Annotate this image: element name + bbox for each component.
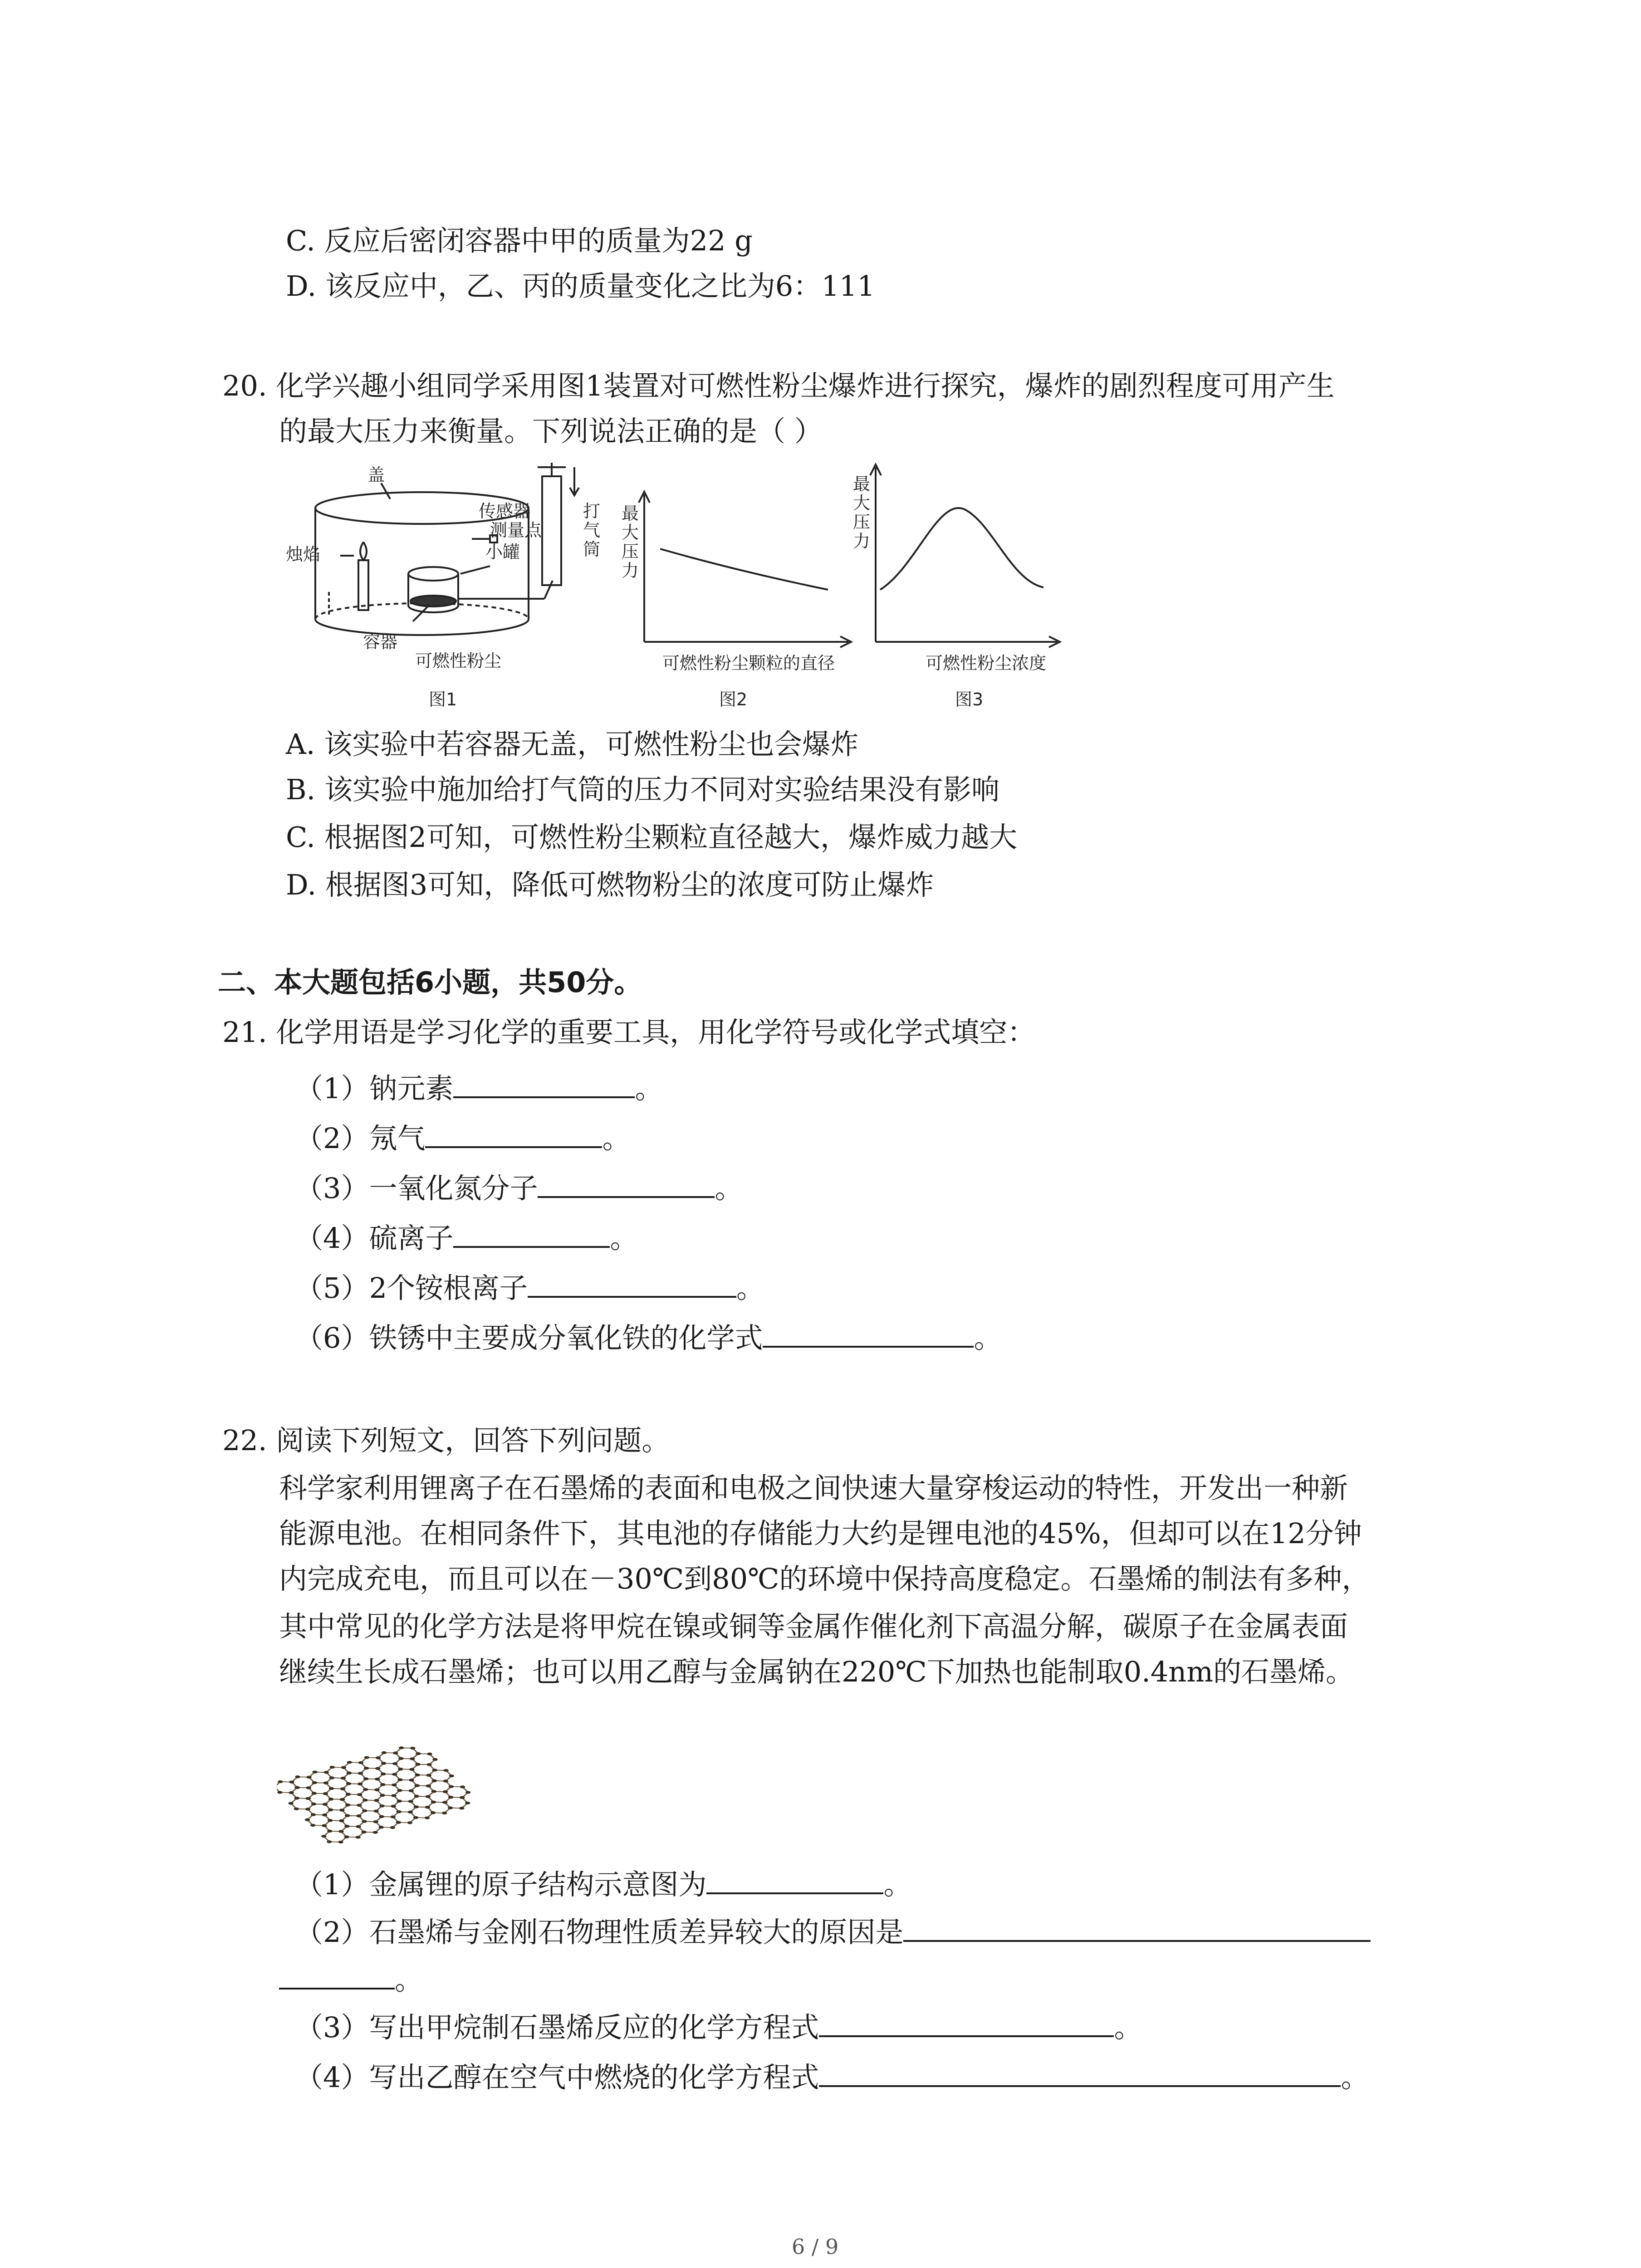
q21-item-5: [295, 1271, 764, 1305]
caption-figure-2: 图2: [719, 689, 748, 709]
q21-item-4-label: （4）硫离子: [295, 1222, 454, 1255]
q21-item-6: [295, 1322, 1002, 1352]
q21-item-2-label: （2）氖气: [295, 1122, 426, 1155]
q22-item-2-label: （2）石墨烯与金刚石物理性质差异较大的原因是: [295, 1916, 904, 1949]
q21-item-2-end: 。: [602, 1122, 631, 1155]
label-pump-1: 打: [583, 501, 601, 521]
q20-option-c: C. 根据图2可知，可燃性粉尘颗粒直径越大，爆炸威力越大: [286, 821, 1018, 854]
q22-passage-line-3: 内完成充电，而且可以在－30℃到80℃的环境中保持高度稳定。石墨烯的制法有多种，: [279, 1562, 1370, 1595]
caption-figure-1: 图1: [429, 689, 457, 709]
q22-item-4-answer-blank[interactable]: [819, 2062, 1341, 2087]
label-pump-3: 筒: [583, 539, 601, 559]
graphene-lattice-image: [277, 1706, 495, 1851]
figure-1-labels: [286, 465, 600, 709]
q19-option-c: C. 反应后密闭容器中甲的质量为22 g: [286, 224, 753, 257]
q21-item-1-answer-blank[interactable]: [453, 1073, 635, 1098]
section-2-heading: 二、本大题包括6小题，共50分。: [218, 966, 642, 999]
fig3-ylabel-1: 最: [853, 474, 871, 494]
figure-2-labels: [622, 503, 835, 709]
q21-item-6-label: （6）铁锈中主要成分氧化铁的化学式: [295, 1321, 763, 1354]
q20-option-b: B. 该实验中施加给打气筒的压力不同对实验结果没有影响: [286, 773, 999, 806]
q22-item-3-end: 。: [1114, 2011, 1142, 2044]
q20-stem-line1: 20. 化学兴趣小组同学采用图1装置对可燃性粉尘爆炸进行探究，爆炸的剧烈程度可用产生: [222, 369, 1335, 402]
fig3-xlabel: 可燃性粉尘浓度: [926, 653, 1047, 673]
q22-item-3-label: （3）写出甲烷制石墨烯反应的化学方程式: [295, 2011, 819, 2044]
fig2-ylabel-4: 力: [622, 561, 639, 581]
q21-item-4-end: 。: [610, 1222, 638, 1255]
q22-item-3: [295, 2012, 1142, 2042]
q22-item-1-end: 。: [883, 1868, 912, 1901]
q21-item-4-answer-blank[interactable]: [453, 1222, 610, 1248]
fig2-ylabel-3: 压: [622, 542, 639, 562]
figure-2-chart: [639, 492, 851, 647]
q20-stem-line2: 的最大压力来衡量。下列说法正确的是（ ）: [279, 415, 823, 448]
q21-item-5-answer-blank[interactable]: [528, 1272, 736, 1298]
label-cup: 小罐: [485, 542, 520, 562]
q22-item-1-label: （1）金属锂的原子结构示意图为: [295, 1868, 707, 1901]
q22-item-1: [295, 1869, 911, 1899]
q21-item-6-end: 。: [974, 1321, 1002, 1354]
q22-passage-line-4: 其中常见的化学方法是将甲烷在镍或铜等金属作催化剂下高温分解，碳原子在金属表面: [279, 1610, 1348, 1643]
fig2-xlabel: 可燃性粉尘颗粒的直径: [662, 653, 835, 673]
q21-item-3-answer-blank[interactable]: [538, 1173, 715, 1198]
label-lid: 盖: [367, 465, 385, 485]
q21-item-1-end: 。: [635, 1072, 663, 1105]
q21-item-3: [295, 1172, 743, 1205]
q21-item-4: [295, 1222, 638, 1255]
q22-passage-line-2: 能源电池。在相同条件下，其电池的存储能力大约是锂电池的45%，但却可以在12分钟: [279, 1517, 1362, 1550]
label-sensor: 传感器: [479, 501, 531, 521]
q21-item-3-label: （3）一氧化氮分子: [295, 1172, 538, 1205]
q22-passage-line-1: 科学家利用锂离子在石墨烯的表面和电极之间快速大量穿梭运动的特性，开发出一种新: [279, 1471, 1348, 1505]
q19-option-d: D. 该反应中，乙、丙的质量变化之比为6：111: [286, 269, 875, 303]
page-number: 6 / 9: [792, 2234, 839, 2259]
q21-item-6-answer-blank[interactable]: [763, 1322, 974, 1348]
q22-item-4-label: （4）写出乙醇在空气中燃烧的化学方程式: [295, 2061, 819, 2094]
q22-item-2-continued: [279, 1964, 423, 1994]
fig2-ylabel-2: 大: [622, 523, 639, 543]
q22-stem: 22. 阅读下列短文，回答下列问题。: [222, 1424, 670, 1457]
q22-item-4-end: 。: [1341, 2061, 1369, 2094]
q21-item-2-answer-blank[interactable]: [425, 1123, 602, 1148]
caption-figure-3: 图3: [955, 689, 984, 709]
q22-item-2-continued-end: 。: [395, 1963, 423, 1996]
q22-item-1-answer-blank[interactable]: [706, 1869, 883, 1894]
figure-1-apparatus: [315, 463, 579, 635]
label-pump-2: 气: [583, 520, 601, 540]
figure-3-chart: [870, 464, 1060, 647]
q21-item-1-label: （1）钠元素: [295, 1072, 454, 1105]
label-measure-point: 测量点: [490, 520, 542, 540]
q20-option-d: D. 根据图3可知，降低可燃物粉尘的浓度可防止爆炸: [286, 868, 934, 901]
q21-item-3-end: 。: [715, 1172, 743, 1205]
q21-item-2: [295, 1123, 630, 1153]
fig3-ylabel-2: 大: [853, 493, 871, 513]
q22-item-4: [295, 2062, 1369, 2092]
label-container: 容器: [363, 632, 398, 652]
q20-option-a: A. 该实验中若容器无盖，可燃性粉尘也会爆炸: [286, 728, 859, 761]
q22-item-2-continued-blank[interactable]: [279, 1964, 395, 1989]
fig3-ylabel-3: 压: [853, 512, 871, 532]
fig3-ylabel-4: 力: [853, 531, 871, 551]
q22-item-2-answer-blank[interactable]: [903, 1916, 1371, 1942]
q22-passage-line-5: 继续生长成石墨烯；也可以用乙醇与金属钠在220℃下加热也能制取0.4nm的石墨烯。: [279, 1655, 1354, 1688]
q22-item-2: [295, 1916, 1371, 1949]
q21-stem: 21. 化学用语是学习化学的重要工具，用化学符号或化学式填空：: [222, 1016, 1036, 1049]
q20-figures: [272, 463, 1066, 717]
label-dust: 可燃性粉尘: [415, 651, 502, 671]
q21-item-5-end: 。: [736, 1271, 764, 1305]
label-candle: 烛焰: [286, 544, 321, 564]
figure-3-labels: [853, 474, 1046, 709]
q22-item-3-answer-blank[interactable]: [819, 2012, 1114, 2037]
q21-item-1: [295, 1073, 663, 1103]
fig2-ylabel-1: 最: [622, 503, 639, 523]
q21-item-5-label: （5）2个铵根离子: [295, 1271, 528, 1305]
